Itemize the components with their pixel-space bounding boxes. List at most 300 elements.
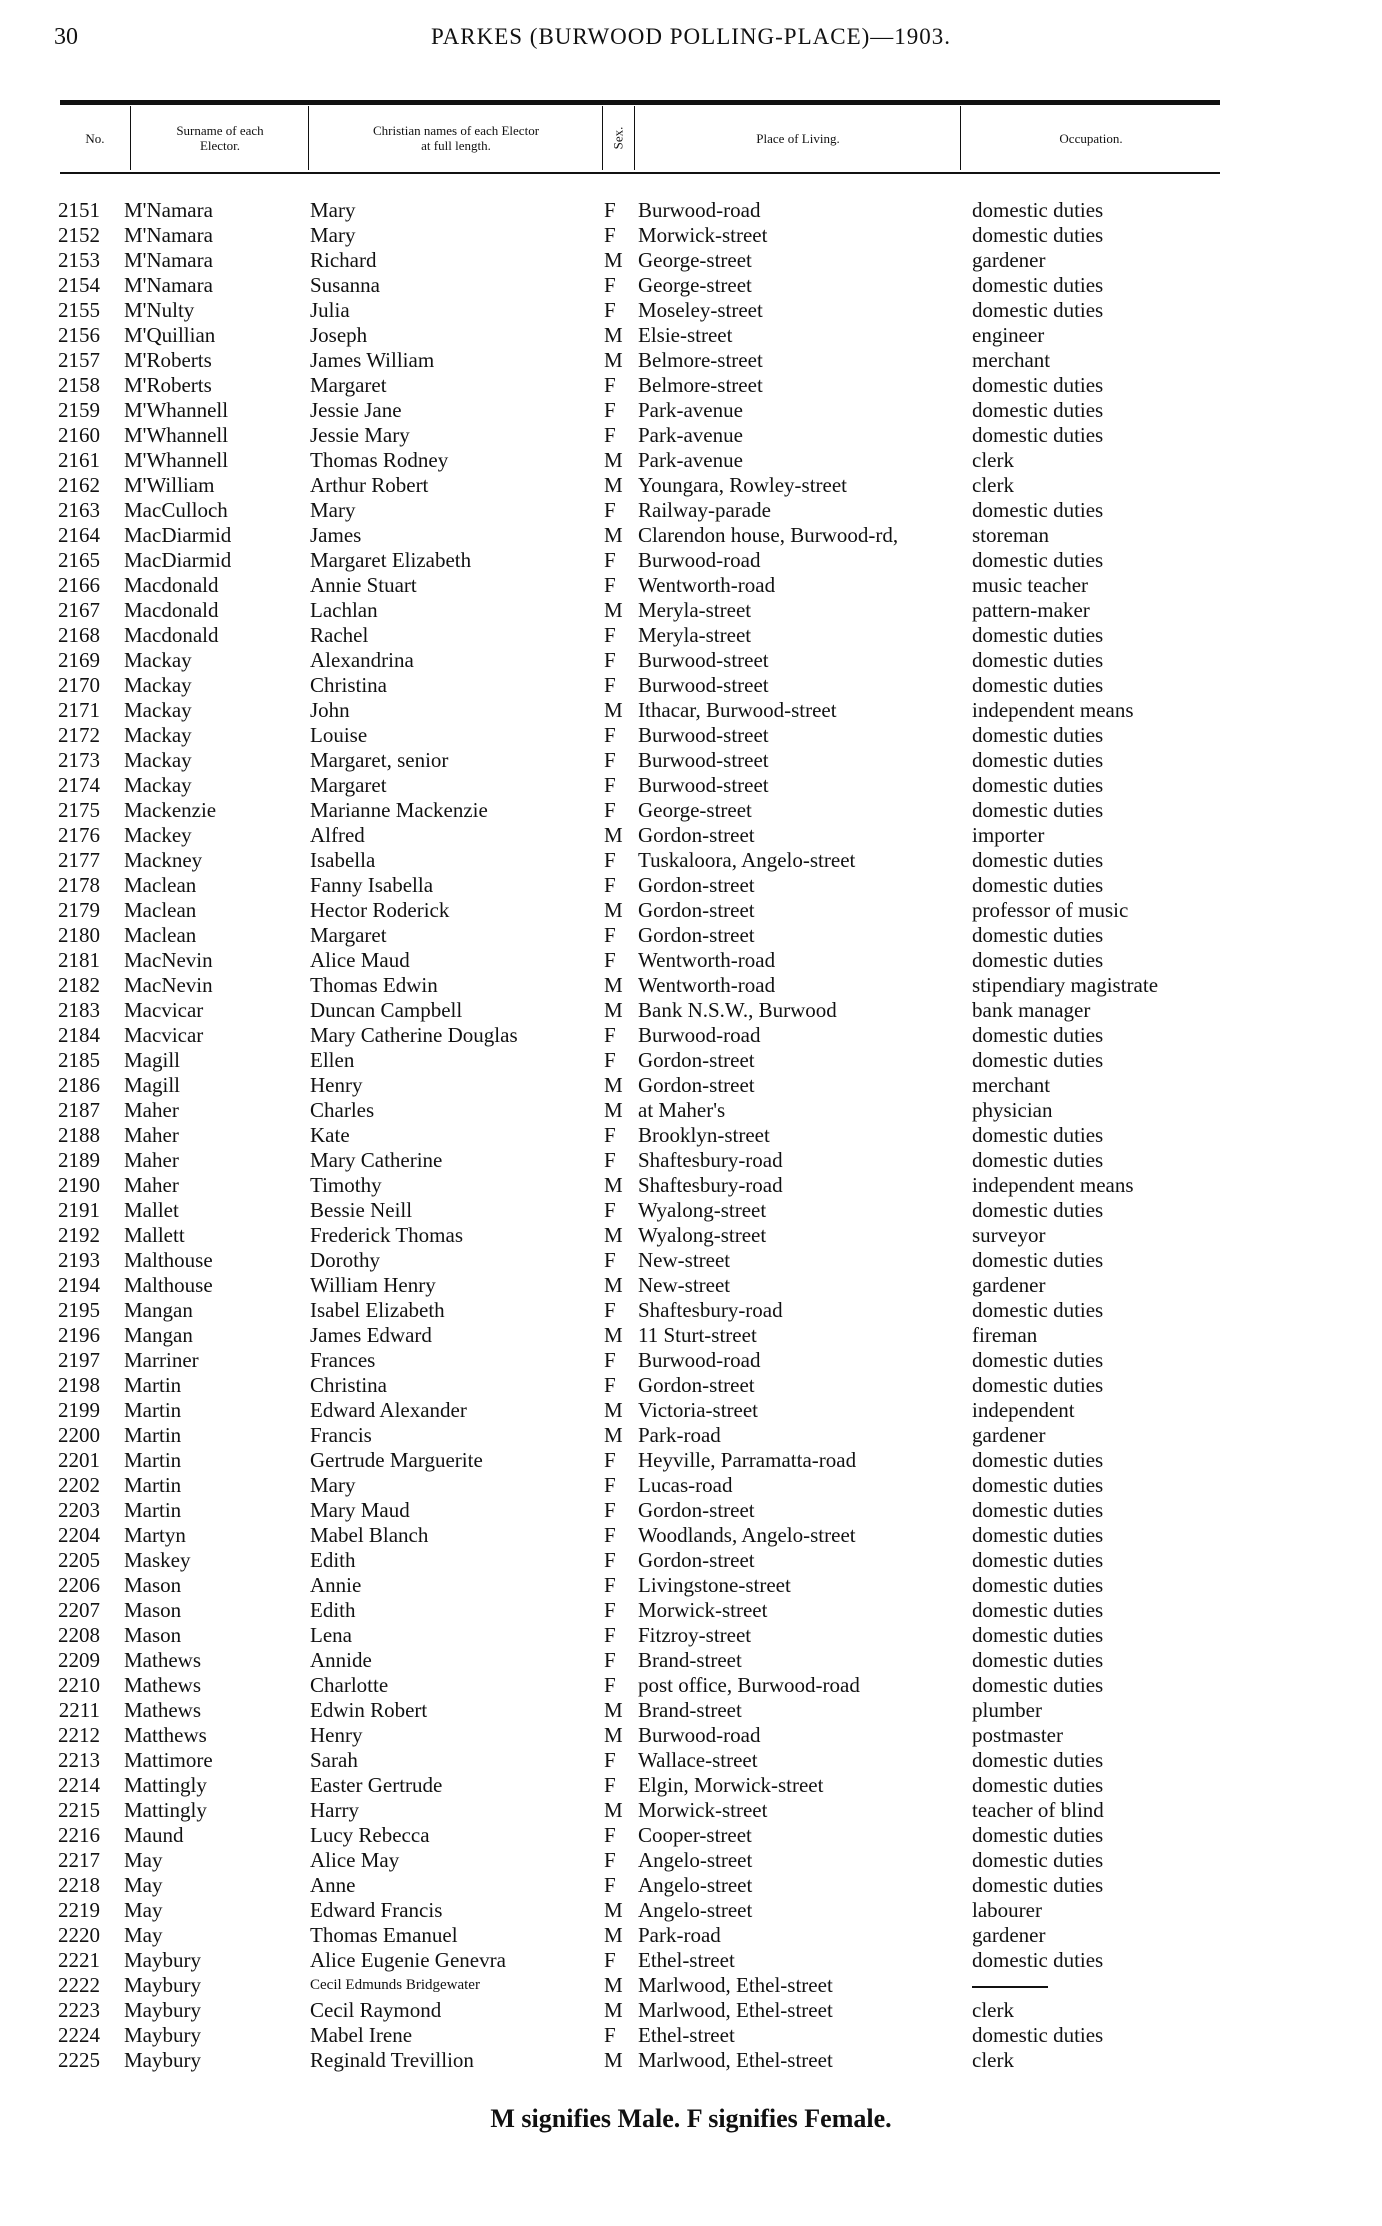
- elector-place-of-living: Belmore-street: [638, 348, 763, 372]
- elector-number: 2224: [58, 2023, 100, 2047]
- elector-occupation: independent means: [972, 698, 1134, 722]
- elector-occupation: gardener: [972, 1423, 1046, 1447]
- elector-place-of-living: Morwick-street: [638, 1598, 768, 1622]
- elector-number: 2176: [58, 823, 100, 847]
- elector-row: [0, 948, 1382, 973]
- elector-place-of-living: Tuskaloora, Angelo-street: [638, 848, 856, 872]
- elector-number: 2155: [58, 298, 100, 322]
- elector-sex: M: [604, 248, 623, 272]
- elector-occupation: domestic duties: [972, 1873, 1104, 1897]
- elector-christian-names: Lachlan: [310, 598, 378, 622]
- elector-occupation: clerk: [972, 2048, 1014, 2072]
- elector-sex: F: [604, 1048, 616, 1072]
- elector-place-of-living: Park-avenue: [638, 423, 743, 447]
- elector-sex: F: [604, 1848, 616, 1872]
- elector-row: [0, 398, 1382, 423]
- elector-occupation: domestic duties: [972, 548, 1104, 572]
- elector-occupation: fireman: [972, 1323, 1038, 1347]
- elector-surname: Maher: [124, 1098, 179, 1122]
- elector-number: 2212: [58, 1723, 100, 1747]
- elector-sex: F: [604, 573, 616, 597]
- elector-row: [0, 298, 1382, 323]
- elector-number: 2197: [58, 1348, 100, 1372]
- elector-surname: Martin: [124, 1373, 182, 1397]
- elector-number: 2163: [58, 498, 100, 522]
- elector-place-of-living: Wyalong-street: [638, 1198, 767, 1222]
- elector-number: 2223: [58, 1998, 100, 2022]
- elector-christian-names: Annie: [310, 1573, 362, 1597]
- elector-number: 2196: [58, 1323, 100, 1347]
- elector-number: 2178: [58, 873, 100, 897]
- elector-sex: F: [604, 1773, 616, 1797]
- elector-row: [0, 1023, 1382, 1048]
- elector-sex: M: [604, 1423, 623, 1447]
- running-head: PARKES (BURWOOD POLLING-PLACE)—1903.: [430, 24, 952, 49]
- elector-occupation: domestic duties: [972, 1523, 1104, 1547]
- elector-christian-names: Harry: [310, 1798, 359, 1822]
- elector-occupation: merchant: [972, 348, 1051, 372]
- elector-row: [0, 673, 1382, 698]
- elector-place-of-living: Park-road: [638, 1423, 721, 1447]
- elector-row: [0, 1448, 1382, 1473]
- elector-place-of-living: Moseley-street: [638, 298, 763, 322]
- elector-surname: M'Namara: [124, 273, 213, 297]
- elector-row: [0, 373, 1382, 398]
- elector-row: [0, 623, 1382, 648]
- elector-row: [0, 1173, 1382, 1198]
- elector-number: 2190: [58, 1173, 100, 1197]
- elector-christian-names: Louise: [310, 723, 368, 747]
- elector-row: [0, 198, 1382, 223]
- elector-christian-names: Sarah: [310, 1748, 358, 1772]
- elector-row: [0, 498, 1382, 523]
- elector-row: [0, 1748, 1382, 1773]
- elector-number: 2187: [58, 1098, 100, 1122]
- elector-occupation: domestic duties: [972, 1373, 1104, 1397]
- elector-sex: M: [604, 2048, 623, 2072]
- elector-number: 2173: [58, 748, 100, 772]
- elector-occupation: domestic duties: [972, 1773, 1104, 1797]
- elector-occupation: importer: [972, 823, 1045, 847]
- elector-row: [0, 1148, 1382, 1173]
- elector-place-of-living: Marlwood, Ethel-street: [638, 2048, 833, 2072]
- elector-sex: M: [604, 1973, 623, 1997]
- elector-sex: M: [604, 523, 623, 547]
- elector-row: [0, 1423, 1382, 1448]
- elector-christian-names: Mary: [310, 223, 356, 247]
- elector-place-of-living: Gordon-street: [638, 1073, 755, 1097]
- elector-surname: M'Roberts: [124, 348, 212, 372]
- elector-place-of-living: Wentworth-road: [638, 973, 776, 997]
- elector-sex: F: [604, 498, 616, 522]
- elector-number: 2210: [58, 1673, 100, 1697]
- elector-christian-names: Jessie Mary: [310, 423, 410, 447]
- elector-christian-names: Frederick Thomas: [310, 1223, 463, 1247]
- elector-christian-names: Joseph: [310, 323, 368, 347]
- elector-place-of-living: Park-avenue: [638, 398, 743, 422]
- elector-christian-names: Cecil Edmunds Bridgewater: [310, 1977, 480, 1993]
- elector-surname: May: [124, 1873, 163, 1897]
- elector-number: 2183: [58, 998, 100, 1022]
- elector-row: [0, 1698, 1382, 1723]
- elector-occupation: labourer: [972, 1898, 1042, 1922]
- elector-sex: F: [604, 623, 616, 647]
- elector-number: 2191: [58, 1198, 100, 1222]
- elector-row: [0, 473, 1382, 498]
- elector-row: [0, 973, 1382, 998]
- elector-christian-names: Henry: [310, 1073, 363, 1097]
- elector-sex: F: [604, 848, 616, 872]
- elector-occupation: bank manager: [972, 998, 1091, 1022]
- elector-occupation: domestic duties: [972, 1348, 1104, 1372]
- elector-place-of-living: Gordon-street: [638, 1373, 755, 1397]
- elector-surname: Maher: [124, 1123, 179, 1147]
- elector-place-of-living: Gordon-street: [638, 1048, 755, 1072]
- elector-number: 2219: [58, 1898, 100, 1922]
- elector-surname: Maclean: [124, 923, 197, 947]
- elector-number: 2181: [58, 948, 100, 972]
- elector-place-of-living: Burwood-road: [638, 1348, 761, 1372]
- elector-sex: F: [604, 1448, 616, 1472]
- elector-surname: Macvicar: [124, 1023, 204, 1047]
- elector-surname: Mangan: [124, 1323, 193, 1347]
- col-header-no: No.: [85, 130, 105, 146]
- elector-place-of-living: Brooklyn-street: [638, 1123, 770, 1147]
- elector-christian-names: Lucy Rebecca: [310, 1823, 430, 1847]
- elector-christian-names: Fanny Isabella: [310, 873, 434, 897]
- elector-christian-names: Alice Eugenie Genevra: [310, 1948, 506, 1972]
- elector-surname: Martyn: [124, 1523, 186, 1547]
- elector-occupation: domestic duties: [972, 298, 1104, 322]
- elector-number: 2185: [58, 1048, 100, 1072]
- elector-number: 2194: [58, 1273, 100, 1297]
- elector-number: 2214: [58, 1773, 100, 1797]
- elector-number: 2166: [58, 573, 100, 597]
- elector-number: 2152: [58, 223, 100, 247]
- elector-place-of-living: Gordon-street: [638, 1498, 755, 1522]
- elector-occupation: domestic duties: [972, 398, 1104, 422]
- elector-number: 2222: [58, 1973, 100, 1997]
- elector-place-of-living: George-street: [638, 273, 752, 297]
- elector-occupation: domestic duties: [972, 198, 1104, 222]
- elector-row: [0, 1248, 1382, 1273]
- header-rule-top: [60, 100, 1220, 105]
- elector-place-of-living: New-street: [638, 1273, 731, 1297]
- elector-number: 2180: [58, 923, 100, 947]
- elector-christian-names: Francis: [310, 1423, 372, 1447]
- elector-occupation: domestic duties: [972, 1123, 1104, 1147]
- elector-occupation: domestic duties: [972, 1673, 1104, 1697]
- elector-sex: F: [604, 1673, 616, 1697]
- elector-occupation: pattern-maker: [972, 598, 1090, 622]
- elector-occupation: independent means: [972, 1173, 1134, 1197]
- elector-occupation: domestic duties: [972, 223, 1104, 247]
- elector-sex: M: [604, 323, 623, 347]
- elector-occupation: professor of music: [972, 898, 1129, 922]
- elector-number: 2168: [58, 623, 100, 647]
- elector-row: [0, 1523, 1382, 1548]
- elector-surname: M'Whannell: [124, 448, 229, 472]
- elector-christian-names: John: [310, 698, 350, 722]
- elector-sex: F: [604, 1373, 616, 1397]
- elector-sex: F: [604, 198, 616, 222]
- elector-sex: F: [604, 1348, 616, 1372]
- elector-occupation: domestic duties: [972, 873, 1104, 897]
- elector-place-of-living: Meryla-street: [638, 598, 752, 622]
- elector-occupation: domestic duties: [972, 1573, 1104, 1597]
- elector-christian-names: Thomas Emanuel: [310, 1923, 458, 1947]
- elector-sex: F: [604, 423, 616, 447]
- elector-sex: F: [604, 1648, 616, 1672]
- elector-occupation: domestic duties: [972, 498, 1104, 522]
- elector-occupation: stipendiary magistrate: [972, 973, 1159, 997]
- elector-place-of-living: Burwood-street: [638, 773, 769, 797]
- elector-surname: Mason: [124, 1598, 182, 1622]
- elector-row: [0, 573, 1382, 598]
- col-header-place: Place of Living.: [756, 130, 840, 146]
- elector-surname: M'Quillian: [124, 323, 216, 347]
- elector-occupation: domestic duties: [972, 1023, 1104, 1047]
- elector-occupation: domestic duties: [972, 848, 1104, 872]
- elector-surname: MacNevin: [124, 973, 213, 997]
- elector-occupation: domestic duties: [972, 373, 1104, 397]
- elector-occupation: gardener: [972, 1923, 1046, 1947]
- elector-row: [0, 1048, 1382, 1073]
- elector-surname: May: [124, 1923, 163, 1947]
- elector-row: [0, 1823, 1382, 1848]
- elector-sex: F: [604, 673, 616, 697]
- elector-christian-names: Mary: [310, 498, 356, 522]
- elector-surname: Maclean: [124, 873, 197, 897]
- elector-sex: F: [604, 748, 616, 772]
- elector-occupation: clerk: [972, 473, 1014, 497]
- elector-number: 2211: [58, 1698, 100, 1722]
- elector-sex: F: [604, 548, 616, 572]
- elector-number: 2151: [58, 198, 100, 222]
- elector-occupation: postmaster: [972, 1723, 1063, 1747]
- elector-surname: MacCulloch: [124, 498, 228, 522]
- elector-christian-names: Charlotte: [310, 1673, 389, 1697]
- elector-place-of-living: Marlwood, Ethel-street: [638, 1973, 833, 1997]
- elector-place-of-living: Marlwood, Ethel-street: [638, 1998, 833, 2022]
- column-divider: [308, 106, 309, 170]
- elector-surname: May: [124, 1898, 163, 1922]
- elector-row: [0, 1373, 1382, 1398]
- elector-christian-names: Annie Stuart: [310, 573, 417, 597]
- elector-number: 2177: [58, 848, 100, 872]
- elector-sex: M: [604, 1398, 623, 1422]
- elector-number: 2182: [58, 973, 100, 997]
- elector-row: [0, 1898, 1382, 1923]
- elector-place-of-living: Wentworth-road: [638, 948, 776, 972]
- elector-occupation: storeman: [972, 523, 1049, 547]
- elector-occupation: domestic duties: [972, 723, 1104, 747]
- elector-row: [0, 848, 1382, 873]
- elector-occupation: merchant: [972, 1073, 1051, 1097]
- elector-surname: Mason: [124, 1623, 182, 1647]
- elector-occupation: domestic duties: [972, 1298, 1104, 1322]
- column-divider: [130, 106, 131, 170]
- elector-row: [0, 1123, 1382, 1148]
- elector-number: 2202: [58, 1473, 100, 1497]
- elector-number: 2164: [58, 523, 100, 547]
- elector-row: [0, 1223, 1382, 1248]
- elector-number: 2188: [58, 1123, 100, 1147]
- elector-christian-names: Jessie Jane: [310, 398, 402, 422]
- elector-sex: F: [604, 1573, 616, 1597]
- elector-number: 2172: [58, 723, 100, 747]
- elector-place-of-living: Railway-parade: [638, 498, 771, 522]
- elector-place-of-living: Shaftesbury-road: [638, 1148, 783, 1172]
- elector-occupation: clerk: [972, 1998, 1014, 2022]
- electors-table: [0, 198, 1382, 2073]
- elector-christian-names: Annide: [310, 1648, 372, 1672]
- elector-christian-names: Lena: [310, 1623, 352, 1647]
- elector-row: [0, 1923, 1382, 1948]
- elector-row: [0, 1198, 1382, 1223]
- elector-surname: Maybury: [124, 1973, 201, 1997]
- elector-sex: F: [604, 1498, 616, 1522]
- elector-surname: Mackey: [124, 823, 192, 847]
- elector-surname: Macdonald: [124, 598, 219, 622]
- elector-sex: F: [604, 798, 616, 822]
- elector-surname: M'Namara: [124, 223, 213, 247]
- elector-number: 2192: [58, 1223, 100, 1247]
- elector-row: [0, 1498, 1382, 1523]
- elector-surname: Martin: [124, 1398, 182, 1422]
- elector-row: [0, 1848, 1382, 1873]
- elector-place-of-living: Woodlands, Angelo-street: [638, 1523, 856, 1547]
- elector-christian-names: Dorothy: [310, 1248, 380, 1272]
- elector-surname: M'Whannell: [124, 398, 229, 422]
- elector-christian-names: Arthur Robert: [310, 473, 429, 497]
- elector-christian-names: Henry: [310, 1723, 363, 1747]
- elector-row: [0, 523, 1382, 548]
- elector-surname: Maher: [124, 1173, 179, 1197]
- elector-row: [0, 1073, 1382, 1098]
- elector-occupation: domestic duties: [972, 1048, 1104, 1072]
- elector-christian-names: Richard: [310, 248, 377, 272]
- elector-row: [0, 1998, 1382, 2023]
- elector-row: [0, 1723, 1382, 1748]
- elector-sex: M: [604, 1698, 623, 1722]
- elector-christian-names: James: [310, 523, 362, 547]
- elector-surname: Matthews: [124, 1723, 207, 1747]
- elector-place-of-living: Ithacar, Burwood-street: [638, 698, 837, 722]
- elector-occupation: domestic duties: [972, 1248, 1104, 1272]
- elector-occupation: domestic duties: [972, 1648, 1104, 1672]
- elector-surname: Magill: [124, 1073, 180, 1097]
- elector-christian-names: Edward Francis: [310, 1898, 443, 1922]
- elector-occupation: physician: [972, 1098, 1053, 1122]
- elector-sex: F: [604, 1148, 616, 1172]
- elector-sex: F: [604, 1623, 616, 1647]
- elector-occupation: domestic duties: [972, 273, 1104, 297]
- elector-christian-names: Edwin Robert: [310, 1698, 428, 1722]
- elector-place-of-living: Shaftesbury-road: [638, 1298, 783, 1322]
- elector-row: [0, 773, 1382, 798]
- elector-sex: M: [604, 1798, 623, 1822]
- elector-occupation: domestic duties: [972, 948, 1104, 972]
- elector-number: 2217: [58, 1848, 100, 1872]
- elector-surname: Maybury: [124, 1948, 201, 1972]
- elector-surname: Martin: [124, 1423, 182, 1447]
- elector-occupation: plumber: [972, 1698, 1042, 1722]
- elector-surname: MacDiarmid: [124, 523, 232, 547]
- elector-sex: M: [604, 473, 623, 497]
- elector-christian-names: Frances: [310, 1348, 376, 1372]
- elector-row: [0, 423, 1382, 448]
- elector-number: 2167: [58, 598, 100, 622]
- elector-row: [0, 898, 1382, 923]
- elector-number: 2153: [58, 248, 100, 272]
- elector-row: [0, 448, 1382, 473]
- col-header-sex: Sex.: [610, 126, 625, 150]
- elector-surname: Mattingly: [124, 1798, 207, 1822]
- elector-row: [0, 2048, 1382, 2073]
- elector-christian-names: Mabel Irene: [310, 2023, 413, 2047]
- elector-surname: Maclean: [124, 898, 197, 922]
- elector-surname: Marriner: [124, 1348, 199, 1372]
- elector-row: [0, 1473, 1382, 1498]
- elector-christian-names: Mary Catherine Douglas: [310, 1023, 518, 1047]
- elector-number: 2184: [58, 1023, 100, 1047]
- elector-sex: F: [604, 1248, 616, 1272]
- elector-sex: M: [604, 698, 623, 722]
- elector-number: 2199: [58, 1398, 100, 1422]
- elector-occupation: domestic duties: [972, 923, 1104, 947]
- elector-christian-names: Christina: [310, 673, 387, 697]
- elector-number: 2162: [58, 473, 100, 497]
- elector-sex: M: [604, 1098, 623, 1122]
- elector-christian-names: Edward Alexander: [310, 1398, 467, 1422]
- elector-surname: Magill: [124, 1048, 180, 1072]
- elector-sex: M: [604, 1723, 623, 1747]
- elector-occupation: domestic duties: [972, 1748, 1104, 1772]
- elector-sex: F: [604, 723, 616, 747]
- elector-christian-names: Mary Maud: [310, 1498, 410, 1522]
- elector-place-of-living: Elgin, Morwick-street: [638, 1773, 824, 1797]
- elector-surname: Macdonald: [124, 573, 219, 597]
- elector-occupation: gardener: [972, 248, 1046, 272]
- elector-place-of-living: Victoria-street: [638, 1398, 759, 1422]
- elector-christian-names: William Henry: [310, 1273, 436, 1297]
- blank-occupation-dash: [972, 1986, 1048, 1988]
- elector-place-of-living: Brand-street: [638, 1648, 742, 1672]
- elector-row: [0, 548, 1382, 573]
- elector-occupation: independent: [972, 1398, 1075, 1422]
- elector-surname: Maybury: [124, 1998, 201, 2022]
- elector-occupation: clerk: [972, 448, 1014, 472]
- elector-row: [0, 748, 1382, 773]
- elector-row: [0, 223, 1382, 248]
- elector-number: 2204: [58, 1523, 100, 1547]
- elector-surname: M'Namara: [124, 198, 213, 222]
- elector-surname: May: [124, 1848, 163, 1872]
- elector-christian-names: Margaret, senior: [310, 748, 449, 772]
- elector-row: [0, 798, 1382, 823]
- col-header-occupation: Occupation.: [1059, 130, 1123, 146]
- elector-occupation: [972, 1973, 1048, 1998]
- elector-number: 2205: [58, 1548, 100, 1572]
- elector-number: 2169: [58, 648, 100, 672]
- elector-place-of-living: Morwick-street: [638, 223, 768, 247]
- elector-sex: F: [604, 298, 616, 322]
- elector-occupation: music teacher: [972, 573, 1089, 597]
- elector-sex: F: [604, 948, 616, 972]
- elector-place-of-living: Lucas-road: [638, 1473, 733, 1497]
- elector-christian-names: Margaret Elizabeth: [310, 548, 472, 572]
